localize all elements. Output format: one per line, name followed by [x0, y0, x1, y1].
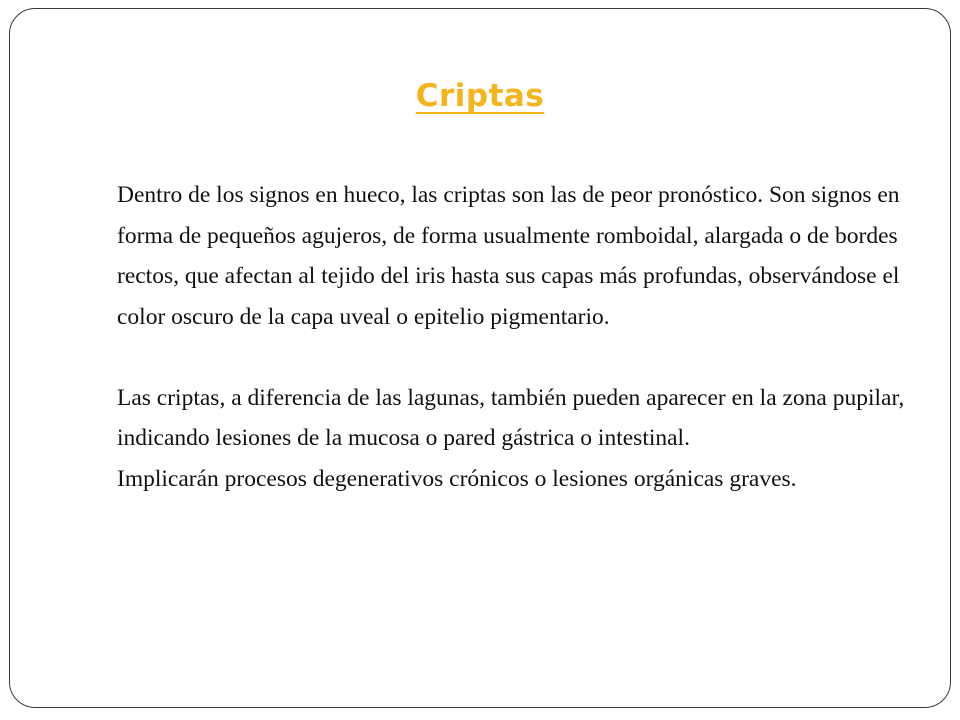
- paragraph-criptas-implications: Implicarán procesos degenerativos crónicos o lesiones orgánicas graves.: [117, 465, 797, 492]
- paragraph-spacer: [117, 337, 907, 378]
- paragraph-criptas-location: Las criptas, a diferencia de las lagunas, también pueden aparecer en la zona pupilar, indicando lesiones de la mucosa o pared gástrica o intestinal.: [117, 384, 905, 451]
- paragraph-criptas-definition: Dentro de los signos en hueco, las criptas son las de peor pronóstico. Son signos en forma de pequeños agujeros, de forma usualmente romboidal, alargada o de bordes rectos, que afectan al tejido del iris hasta sus capas más profundas, observándose el color oscuro de la capa uveal o epitelio pigmentario.: [117, 182, 900, 330]
- slide-body: [117, 175, 907, 499]
- slide-title: [0, 78, 960, 114]
- slide-title-text: Criptas: [415, 78, 545, 114]
